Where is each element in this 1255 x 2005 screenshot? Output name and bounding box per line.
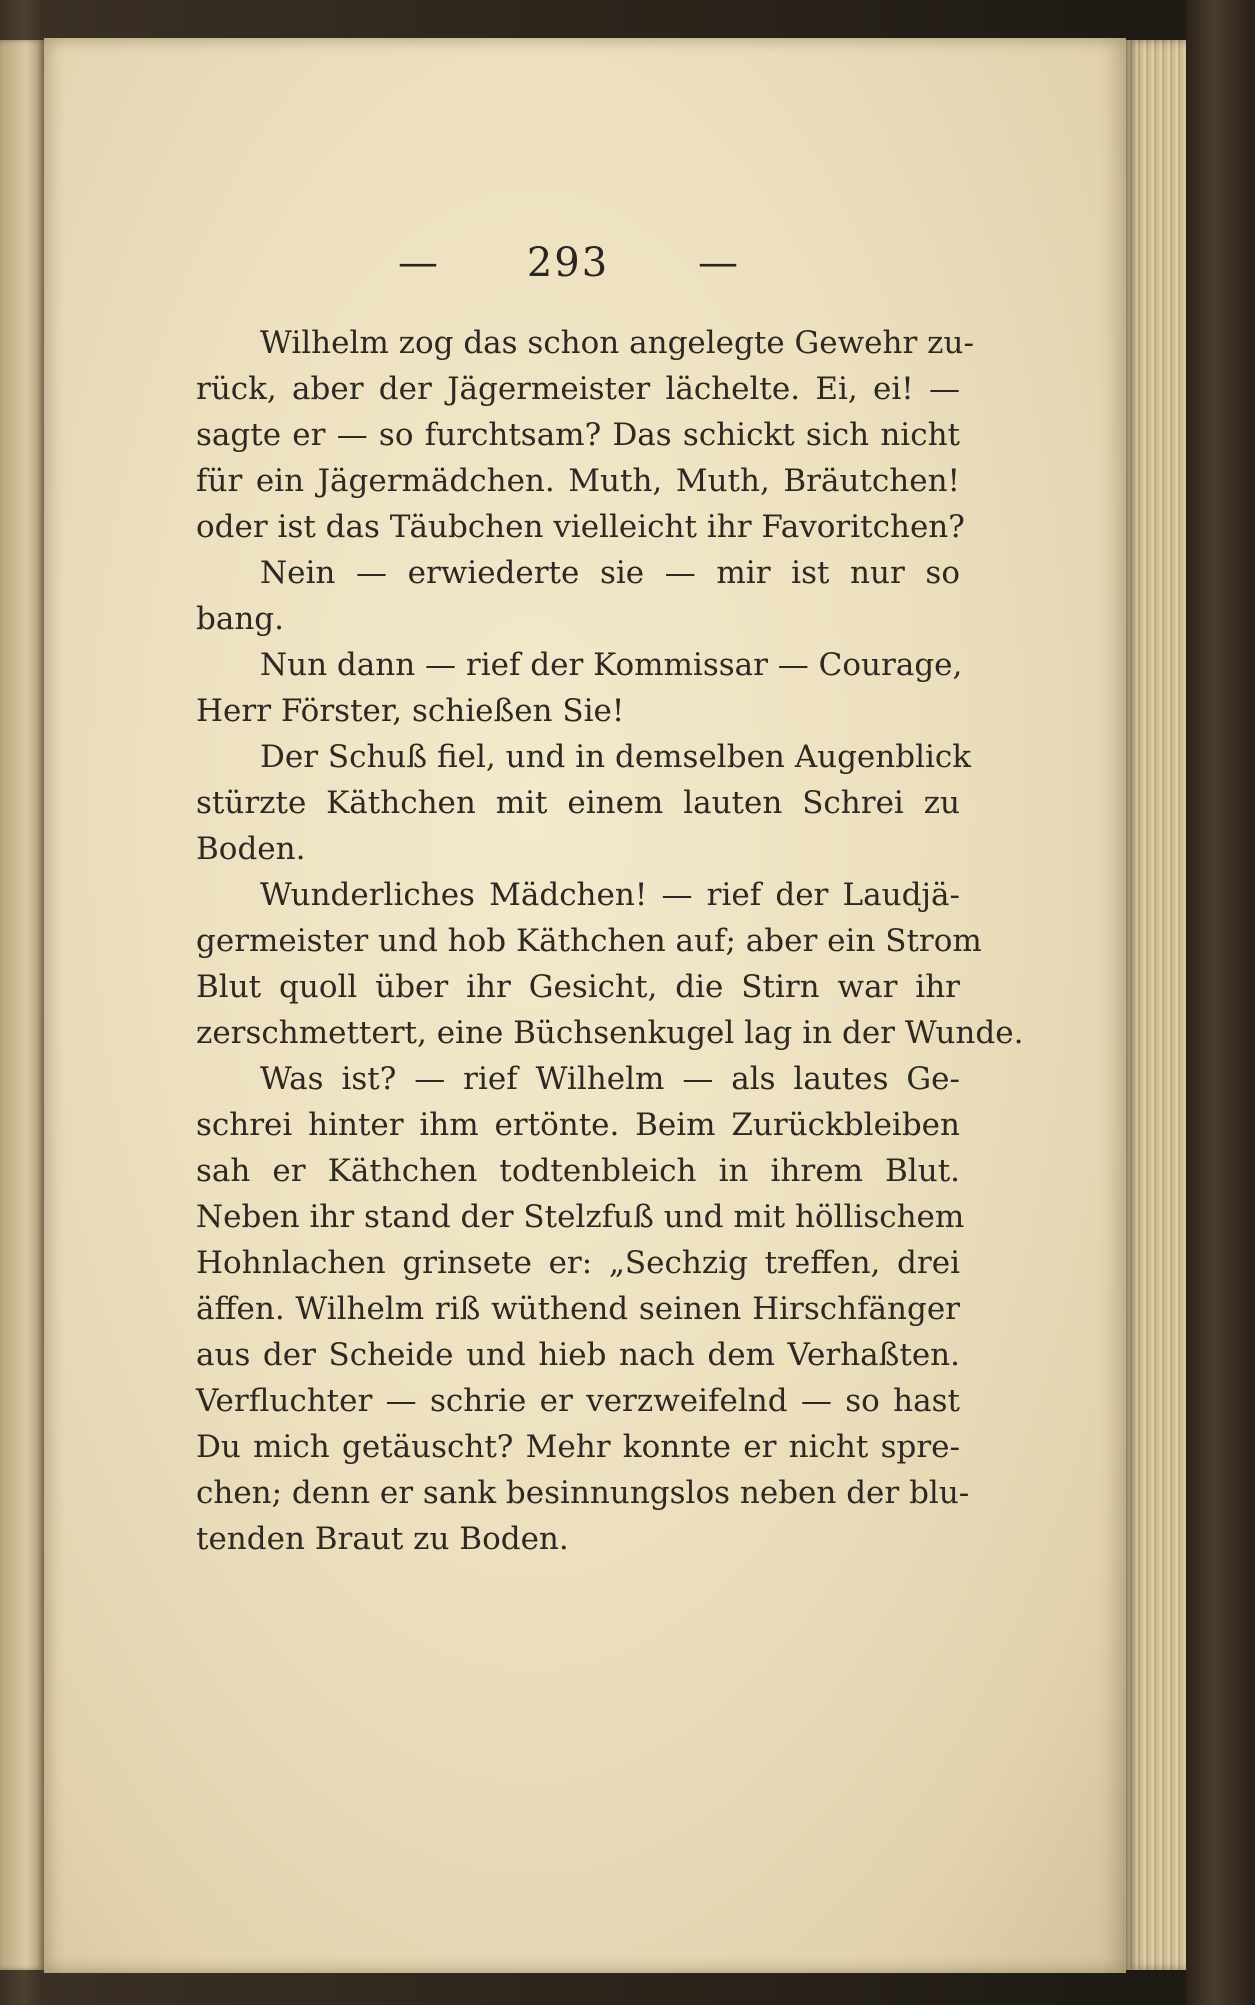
text-line: Der Schuß fiel, und in demselben Augenblick xyxy=(260,739,972,775)
text-line: germeister und hob Käthchen auf; aber ein Strom xyxy=(196,923,982,959)
text-line: sagte er — so furchtsam? Das schickt sich nicht xyxy=(196,417,960,453)
text-line: bang. xyxy=(196,601,284,637)
text-line: äffen. Wilhelm riß wüthend seinen Hirschfänger xyxy=(196,1291,960,1327)
text-line: zerschmettert, eine Büchsenkugel lag in der Wunde. xyxy=(196,1015,1024,1051)
text-line: rück, aber der Jägermeister lächelte. Ei, ei! — xyxy=(196,371,960,407)
book-cover xyxy=(1186,0,1255,2005)
text-line: schrei hinter ihm ertönte. Beim Zurückbleiben xyxy=(196,1107,960,1143)
text-line: Boden. xyxy=(196,831,306,867)
page-header xyxy=(398,240,738,286)
text-line: Blut quoll über ihr Gesicht, die Stirn war ihr xyxy=(196,969,960,1005)
text-line: oder ist das Täubchen vielleicht ihr Favoritchen? xyxy=(196,509,965,545)
header-dash-right: — xyxy=(697,240,738,286)
text-line: Verfluchter — schrie er verzweifelnd — so hast xyxy=(196,1383,960,1419)
text-line: tenden Braut zu Boden. xyxy=(196,1521,569,1557)
text-line: Wilhelm zog das schon angelegte Gewehr zu- xyxy=(260,325,974,361)
text-line: für ein Jägermädchen. Muth, Muth, Bräutchen! xyxy=(196,463,960,499)
text-line: Nun dann — rief der Kommissar — Courage, xyxy=(260,647,963,683)
body-text xyxy=(196,320,1024,1562)
text-line: stürzte Käthchen mit einem lauten Schrei zu xyxy=(196,785,960,821)
text-line: aus der Scheide und hieb nach dem Verhaßten. xyxy=(196,1337,960,1373)
text-line: Wunderliches Mädchen! — rief der Laudjä- xyxy=(260,877,960,913)
previous-page-edge xyxy=(0,40,44,1970)
text-line: Du mich getäuscht? Mehr konnte er nicht spre- xyxy=(196,1429,960,1465)
text-line: chen; denn er sank besinnungslos neben der blu- xyxy=(196,1475,970,1511)
page-stack-edge xyxy=(1126,40,1186,1970)
page-number: 293 xyxy=(526,240,610,286)
text-line: Was ist? — rief Wilhelm — als lautes Ge- xyxy=(260,1061,960,1097)
text-line: sah er Käthchen todtenbleich in ihrem Blut. xyxy=(196,1153,960,1189)
text-line: Hohnlachen grinsete er: „Sechzig treffen, drei xyxy=(196,1245,960,1281)
text-line: Nein — erwiederte sie — mir ist nur so xyxy=(260,555,960,591)
text-line: Herr Förster, schießen Sie! xyxy=(196,693,625,729)
text-line: Neben ihr stand der Stelzfuß und mit höllischem xyxy=(196,1199,965,1235)
header-dash-left: — xyxy=(398,240,438,286)
